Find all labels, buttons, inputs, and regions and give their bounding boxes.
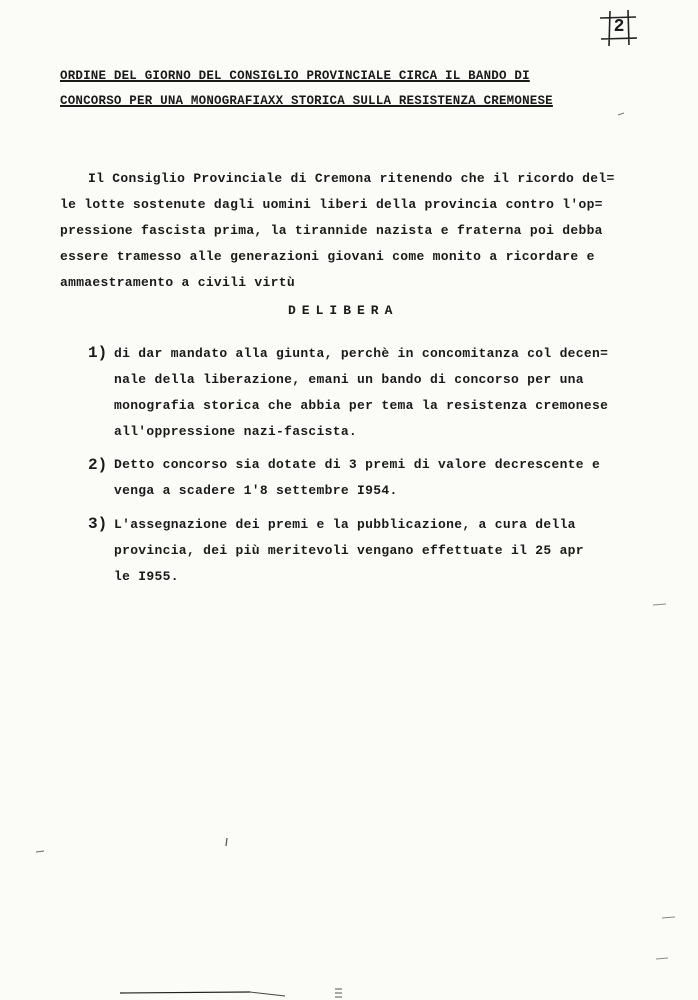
preamble-line-2: le lotte sostenute dagli uomini liberi della provincia contro l'op= bbox=[60, 197, 603, 212]
preamble-line-4: essere tramesso alle generazioni giovani come monito a ricordare e bbox=[60, 249, 595, 264]
preamble-line-1: Il Consiglio Provinciale di Cremona ritenendo che il ricordo del= bbox=[88, 171, 615, 186]
item-1-line-1: di dar mandato alla giunta, perchè in concomitanza col decen= bbox=[114, 346, 609, 361]
title-line-2: CONCORSO PER UNA MONOGRAFIAXX STORICA SULLA RESISTENZA CREMONESE bbox=[60, 94, 553, 108]
item-3-line-1: L'assegnazione dei premi e la pubblicazione, a cura della bbox=[114, 517, 576, 532]
item-1-line-4: all'oppressione nazi-fascista. bbox=[114, 424, 358, 439]
item-3-line-3: le I955. bbox=[114, 569, 179, 584]
preamble-line-5: ammaestramento a civili virtù bbox=[60, 275, 295, 290]
item-number-3: 3) bbox=[88, 515, 108, 533]
title-line-1: ORDINE DEL GIORNO DEL CONSIGLIO PROVINCIALE CIRCA IL BANDO DI bbox=[60, 69, 530, 83]
item-3-line-2: provincia, dei più meritevoli vengano effettuate il 25 apr bbox=[114, 543, 584, 558]
item-2-line-2: venga a scadere 1'8 settembre I954. bbox=[114, 483, 398, 498]
item-1-line-3: monografia storica che abbia per tema la resistenza cremonese bbox=[114, 398, 609, 413]
item-2-line-1: Detto concorso sia dotate di 3 premi di valore decrescente e bbox=[114, 457, 601, 472]
item-number-1: 1) bbox=[88, 344, 108, 362]
item-number-2: 2) bbox=[88, 456, 108, 474]
preamble-line-3: pressione fascista prima, la tirannide nazista e fraterna poi debba bbox=[60, 223, 603, 238]
delibera-heading: DELIBERA bbox=[288, 303, 399, 318]
page-number: 2 bbox=[613, 17, 625, 37]
item-1-line-2: nale della liberazione, emani un bando di concorso per una bbox=[114, 372, 584, 387]
